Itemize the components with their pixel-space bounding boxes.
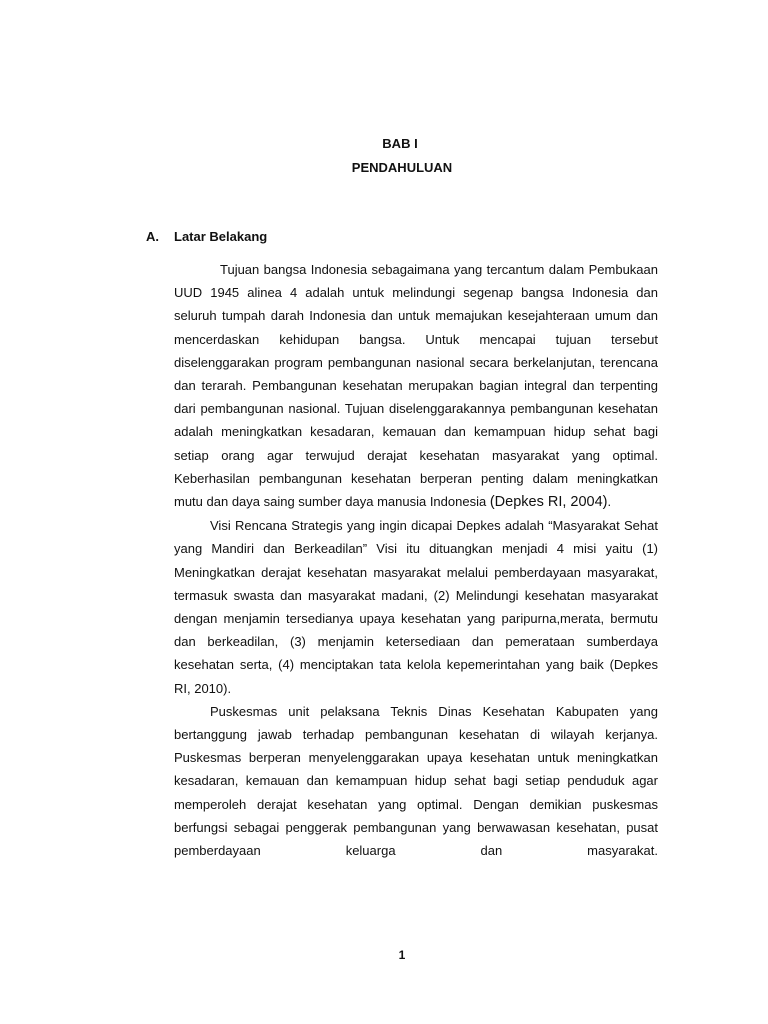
body-text — [174, 258, 658, 862]
section-title: Latar Belakang — [174, 229, 268, 244]
chapter-title: PENDAHULUAN — [351, 160, 453, 175]
paragraph-3: Puskesmas unit pelaksana Teknis Dinas Kesehatan Kabupaten yang bertanggung jawab terhadap pembangunan kesehatan di wilayah kerjanya. Puskesmas berperan menyelenggarakan upaya kesehatan untuk meningkatkan kesadaran, kemauan dan kemampuan hidup sehat bagi setiap penduduk agar memperoleh derajat kesehatan yang optimal. Dengan demikian puskesmas berfungsi sebagai penggerak pembangunan yang berwawasan kesehatan, pusat pemberdayaan keluarga dan masyarakat. — [174, 703, 658, 859]
paragraph-2: Visi Rencana Strategis yang ingin dicapai Depkes adalah “Masyarakat Sehat yang Mandiri dan Berkeadilan” Visi itu dituangkan menjadi 4 misi yaitu (1) Meningkatkan derajat kesehatan masyarakat melalui pemberdayaan masyarakat, termasuk swasta dan masyarakat madani, (2) Melindungi kesehatan masyarakat dengan menjamin tersedianya upaya kesehatan yang paripurna,merata, bermutu dan berkeadilan, (3) menjamin ketersediaan dan pemerataan sumberdaya kesehatan serta, (4) menciptakan tata kelola kepemerintahan yang baik (Depkes RI, 2010). — [174, 518, 658, 696]
paragraph-1-text: Tujuan bangsa Indonesia sebagaimana yang tercantum dalam Pembukaan UUD 1945 alinea 4 adalah untuk melindungi segenap bangsa Indonesia dan seluruh tumpah darah Indonesia dan untuk memajukan kesejahteraan umum dan mencerdaskan kehidupan bangsa. Untuk mencapai tujuan tersebut diselenggarakan program pembangunan nasional secara berkelanjutan, terencana dan terarah. Pembangunan kesehatan merupakan bagian integral dan terpenting dari pembangunan nasional. Tujuan diselenggarakannya pembangunan kesehatan adalah meningkatkan kesadaran, kemauan dan kemampuan hidup sehat bagi setiap orang agar terwujud derajat kesehatan masyarakat yang optimal. Keberhasilan pembangunan kesehatan berperan penting dalam meningkatkan mutu dan daya saing sumber daya manusia Indonesia — [174, 262, 658, 510]
page-number: 1 — [398, 948, 406, 962]
paragraph-1-ending: . — [607, 494, 612, 510]
citation: (Depkes RI, 2004) — [489, 494, 608, 511]
paragraph-1 — [174, 258, 658, 514]
section-letter: A. — [146, 229, 159, 244]
chapter-number: BAB I — [382, 136, 418, 151]
